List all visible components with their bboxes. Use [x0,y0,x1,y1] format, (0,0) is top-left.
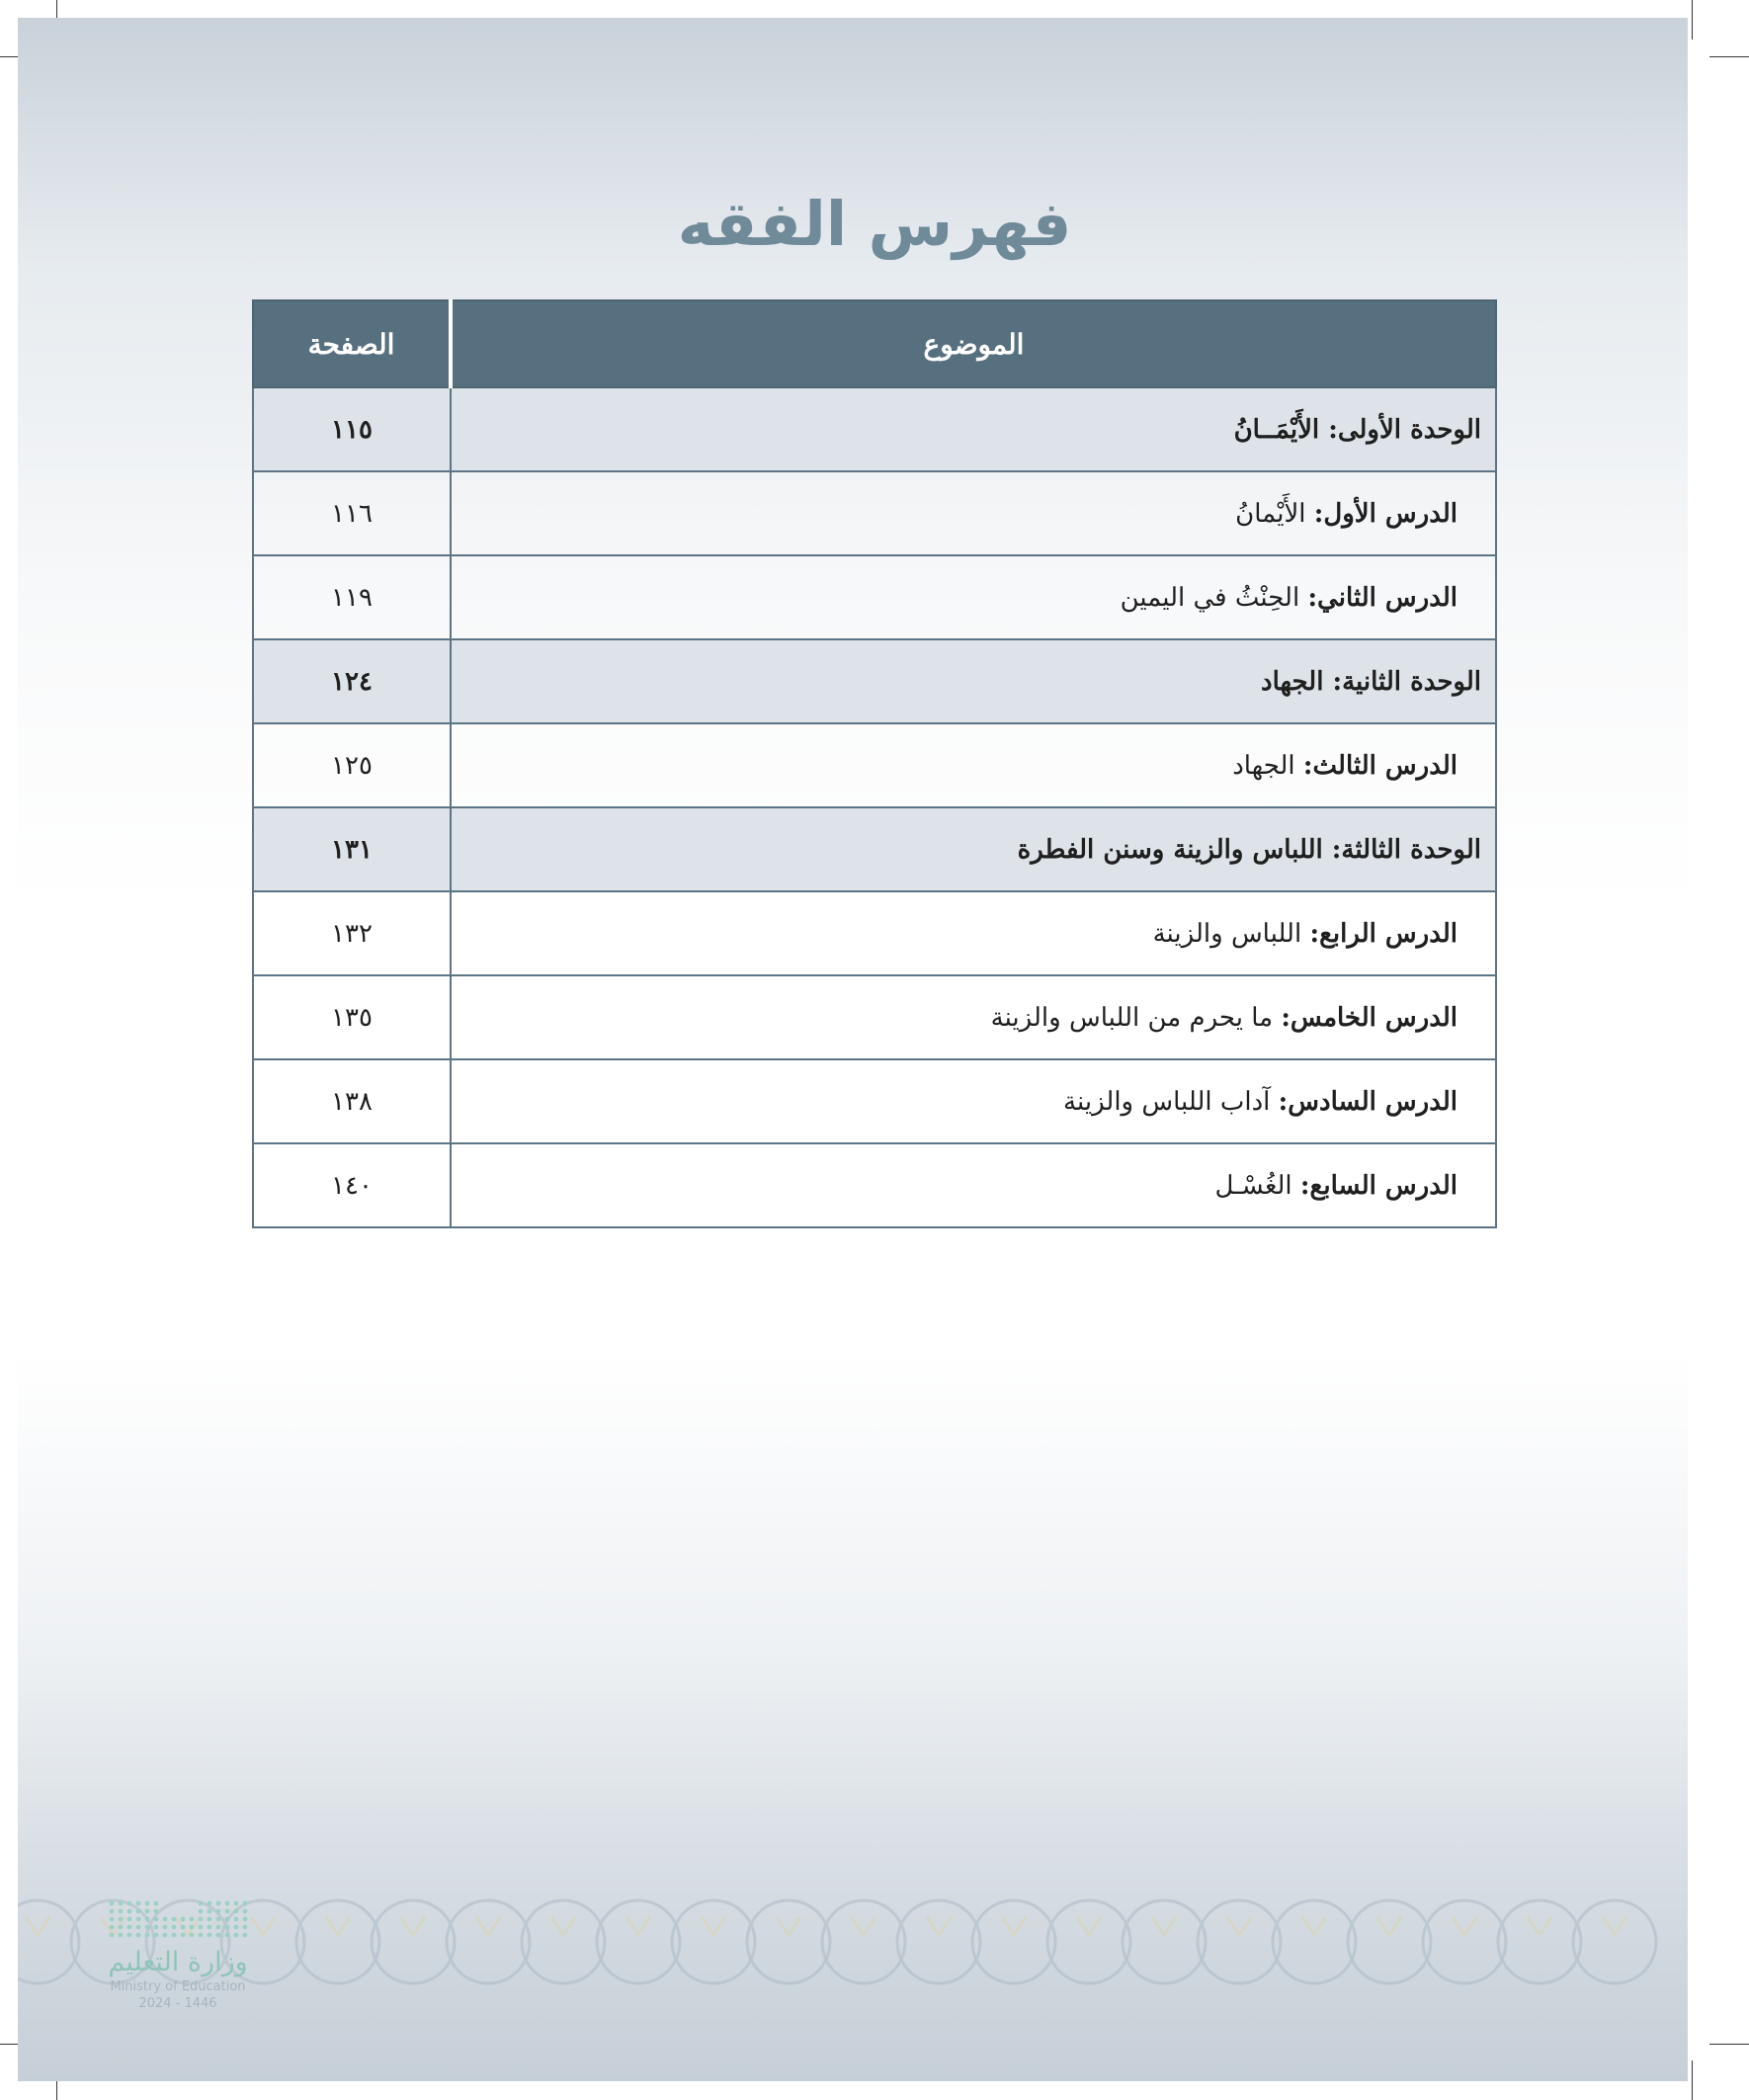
logo-dot [172,1917,177,1922]
logo-dot [110,1917,115,1922]
crop-mark [1709,56,1749,57]
crop-mark [1692,2060,1693,2100]
logo-dot [119,1917,124,1922]
logo-dot [199,1909,204,1914]
logo-dot [243,1933,248,1938]
row-topic: ما يحرم من اللباس والزينة [990,1002,1274,1033]
lesson-row [253,1143,1496,1227]
topic-cell [451,807,1496,891]
logo-dot [127,1909,132,1914]
ornament-loop [1348,1900,1431,1983]
ornamental-border [18,1888,1688,1996]
logo-dot [154,1933,159,1938]
row-topic: الأَيْمَــانُ [1233,414,1320,445]
ornament-arrow [401,1917,425,1935]
logo-dot [225,1933,230,1938]
logo-dot [145,1933,150,1938]
crop-mark [1709,2044,1749,2045]
logo-dot [163,1917,168,1922]
ornament-arrow [1377,1917,1401,1935]
ornament-loop [1123,1900,1206,1983]
logo-dot [234,1933,239,1938]
row-topic: آداب اللباس والزينة [1063,1086,1271,1117]
topic-cell [451,975,1496,1059]
logo-dot [243,1925,248,1930]
logo-dot [145,1925,150,1930]
logo-dot [225,1917,230,1922]
unit-row [253,639,1496,723]
logo-dot [234,1901,239,1906]
crop-mark [1692,0,1693,40]
ornament-arrow [852,1917,875,1935]
ornament-loop [447,1900,530,1983]
ornament-loop [522,1900,605,1983]
ornament-loop [1573,1900,1656,1983]
page-number-cell: ١١٩ [253,555,451,639]
ornament-arrow [1603,1917,1626,1935]
logo-dot [234,1925,239,1930]
logo-name-arabic: وزارة التعليم [108,1947,248,1977]
ornament-arrow [1077,1917,1101,1935]
row-label: الدرس الثالث: [1302,750,1458,781]
row-topic: الحِنْثُ في اليمين [1120,582,1300,613]
logo-dot [145,1917,150,1922]
ornament-loop [1498,1900,1581,1983]
row-label: الدرس السابع: [1299,1170,1458,1201]
logo-dot [154,1917,159,1922]
ornament-arrow [1302,1917,1326,1935]
logo-dot [127,1925,132,1930]
ornament-loop [897,1900,980,1983]
lesson-row [253,471,1496,555]
ornament-loop [296,1900,379,1983]
lesson-row [253,555,1496,639]
topic-cell [451,1143,1496,1227]
lesson-row [253,1059,1496,1143]
logo-dot [163,1933,168,1938]
logo-dot [119,1901,124,1906]
ornament-arrow [626,1917,650,1935]
ornament-arrow [1453,1917,1476,1935]
page-column-header: الصفحة [253,300,451,387]
logo-dot [154,1925,159,1930]
row-topic: اللباس والزينة [1152,918,1302,949]
logo-dot [208,1925,212,1930]
lesson-row [253,891,1496,975]
row-topic: الغُسْـل [1214,1170,1292,1201]
logo-dot [208,1909,212,1914]
ornament-loop [597,1900,680,1983]
logo-dot [136,1925,141,1930]
logo-dot [119,1909,124,1914]
page-number-cell: ١٣٥ [253,975,451,1059]
row-label: الوحدة الثالثة: [1331,834,1481,865]
page-number-cell: ١٢٥ [253,723,451,807]
row-topic: الجهاد [1232,750,1295,781]
logo-dot [154,1909,159,1914]
logo-dot [145,1901,150,1906]
topic-cell [451,639,1496,723]
logo-dot [110,1933,115,1938]
logo-dot [136,1909,141,1914]
logo-dot [119,1925,124,1930]
logo-dot [190,1925,195,1930]
logo-dot [216,1901,221,1906]
row-topic: الجهاد [1261,666,1324,697]
logo-dot [225,1901,230,1906]
logo-name-english: Ministry of Education [110,1979,246,1994]
logo-dot [190,1933,195,1938]
lesson-row [253,975,1496,1059]
logo-dot [225,1925,230,1930]
ornament-arrow [1227,1917,1251,1935]
row-label: الدرس الأول: [1313,498,1458,529]
logo-dot [234,1909,239,1914]
logo-dot [154,1901,159,1906]
logo-dot [243,1909,248,1914]
logo-dot [216,1933,221,1938]
logo-dot [110,1925,115,1930]
unit-row [253,387,1496,471]
logo-dot [136,1933,141,1938]
logo-dot [216,1925,221,1930]
page-number-cell: ١٤٠ [253,1143,451,1227]
logo-dot [145,1909,150,1914]
row-label: الوحدة الثانية: [1332,666,1481,697]
topic-cell [451,471,1496,555]
ornament-arrow [1002,1917,1026,1935]
logo-dot [216,1917,221,1922]
logo-dot [225,1909,230,1914]
page-number-cell: ١١٦ [253,471,451,555]
logo-dot [136,1901,141,1906]
ornament-arrow [927,1917,951,1935]
logo-dot [172,1933,177,1938]
logo-dot [208,1933,212,1938]
row-label: الوحدة الأولى: [1328,414,1481,445]
logo-dot [172,1925,177,1930]
ornament-arrow [1528,1917,1551,1935]
topic-cell [451,387,1496,471]
logo-dot [110,1909,115,1914]
logo-dot [208,1901,212,1906]
logo-dot [234,1917,239,1922]
logo-dot [181,1925,186,1930]
page-title: فهرس الفقه [677,188,1072,260]
logo-dot [199,1933,204,1938]
ministry-logo [94,1897,262,2046]
logo-dot [136,1917,141,1922]
row-label: الدرس الخامس: [1281,1002,1458,1033]
logo-dot [199,1901,204,1906]
ornament-arrow [476,1917,500,1935]
logo-dot [119,1933,124,1938]
logo-dots-icon [104,1897,252,1941]
logo-dot [199,1925,204,1930]
ornament-loop [1423,1900,1506,1983]
logo-dot [127,1901,132,1906]
logo-dot [181,1917,186,1922]
index-table [252,299,1497,1228]
ornament-loop [747,1900,830,1983]
logo-dot [163,1925,168,1930]
ornament-arrow [551,1917,575,1935]
logo-dot [127,1917,132,1922]
ornament-arrow [777,1917,800,1935]
logo-dot [243,1917,248,1922]
logo-dot [216,1909,221,1914]
topic-cell [451,555,1496,639]
ornament-loop [1273,1900,1356,1983]
logo-dot [199,1917,204,1922]
page-number-cell: ١١٥ [253,387,451,471]
table-header-row [253,300,1496,387]
ornament-arrow [702,1917,725,1935]
ornament-arrow [1152,1917,1176,1935]
logo-dot [190,1917,195,1922]
lesson-row [253,723,1496,807]
logo-dot [181,1933,186,1938]
topic-cell [451,723,1496,807]
ornament-loop [972,1900,1055,1983]
page-number-cell: ١٣٢ [253,891,451,975]
row-topic: اللباس والزينة وسنن الفطرة [1017,834,1323,865]
ornament-loop [1198,1900,1281,1983]
page-number-cell: ١٣٨ [253,1059,451,1143]
topic-column-header: الموضوع [451,300,1496,387]
page-number-cell: ١٢٤ [253,639,451,723]
ornament-arrow [326,1917,350,1935]
ornament-loop [1047,1900,1130,1983]
logo-year: 2024 - 1446 [138,1996,217,2011]
topic-cell [451,891,1496,975]
logo-dot [208,1917,212,1922]
row-label: الدرس السادس: [1278,1086,1458,1117]
unit-row [253,807,1496,891]
ornament-loop [372,1900,455,1983]
ornament-loop [672,1900,755,1983]
row-label: الدرس الرابع: [1309,918,1458,949]
row-label: الدرس الثاني: [1307,582,1458,613]
logo-dot [127,1933,132,1938]
page-number-cell: ١٣١ [253,807,451,891]
logo-dot [110,1901,115,1906]
row-topic: الأَيْمانُ [1235,498,1306,529]
logo-dot [243,1901,248,1906]
topic-cell [451,1059,1496,1143]
ornament-arrow [26,1917,49,1935]
ornament-loop [822,1900,905,1983]
